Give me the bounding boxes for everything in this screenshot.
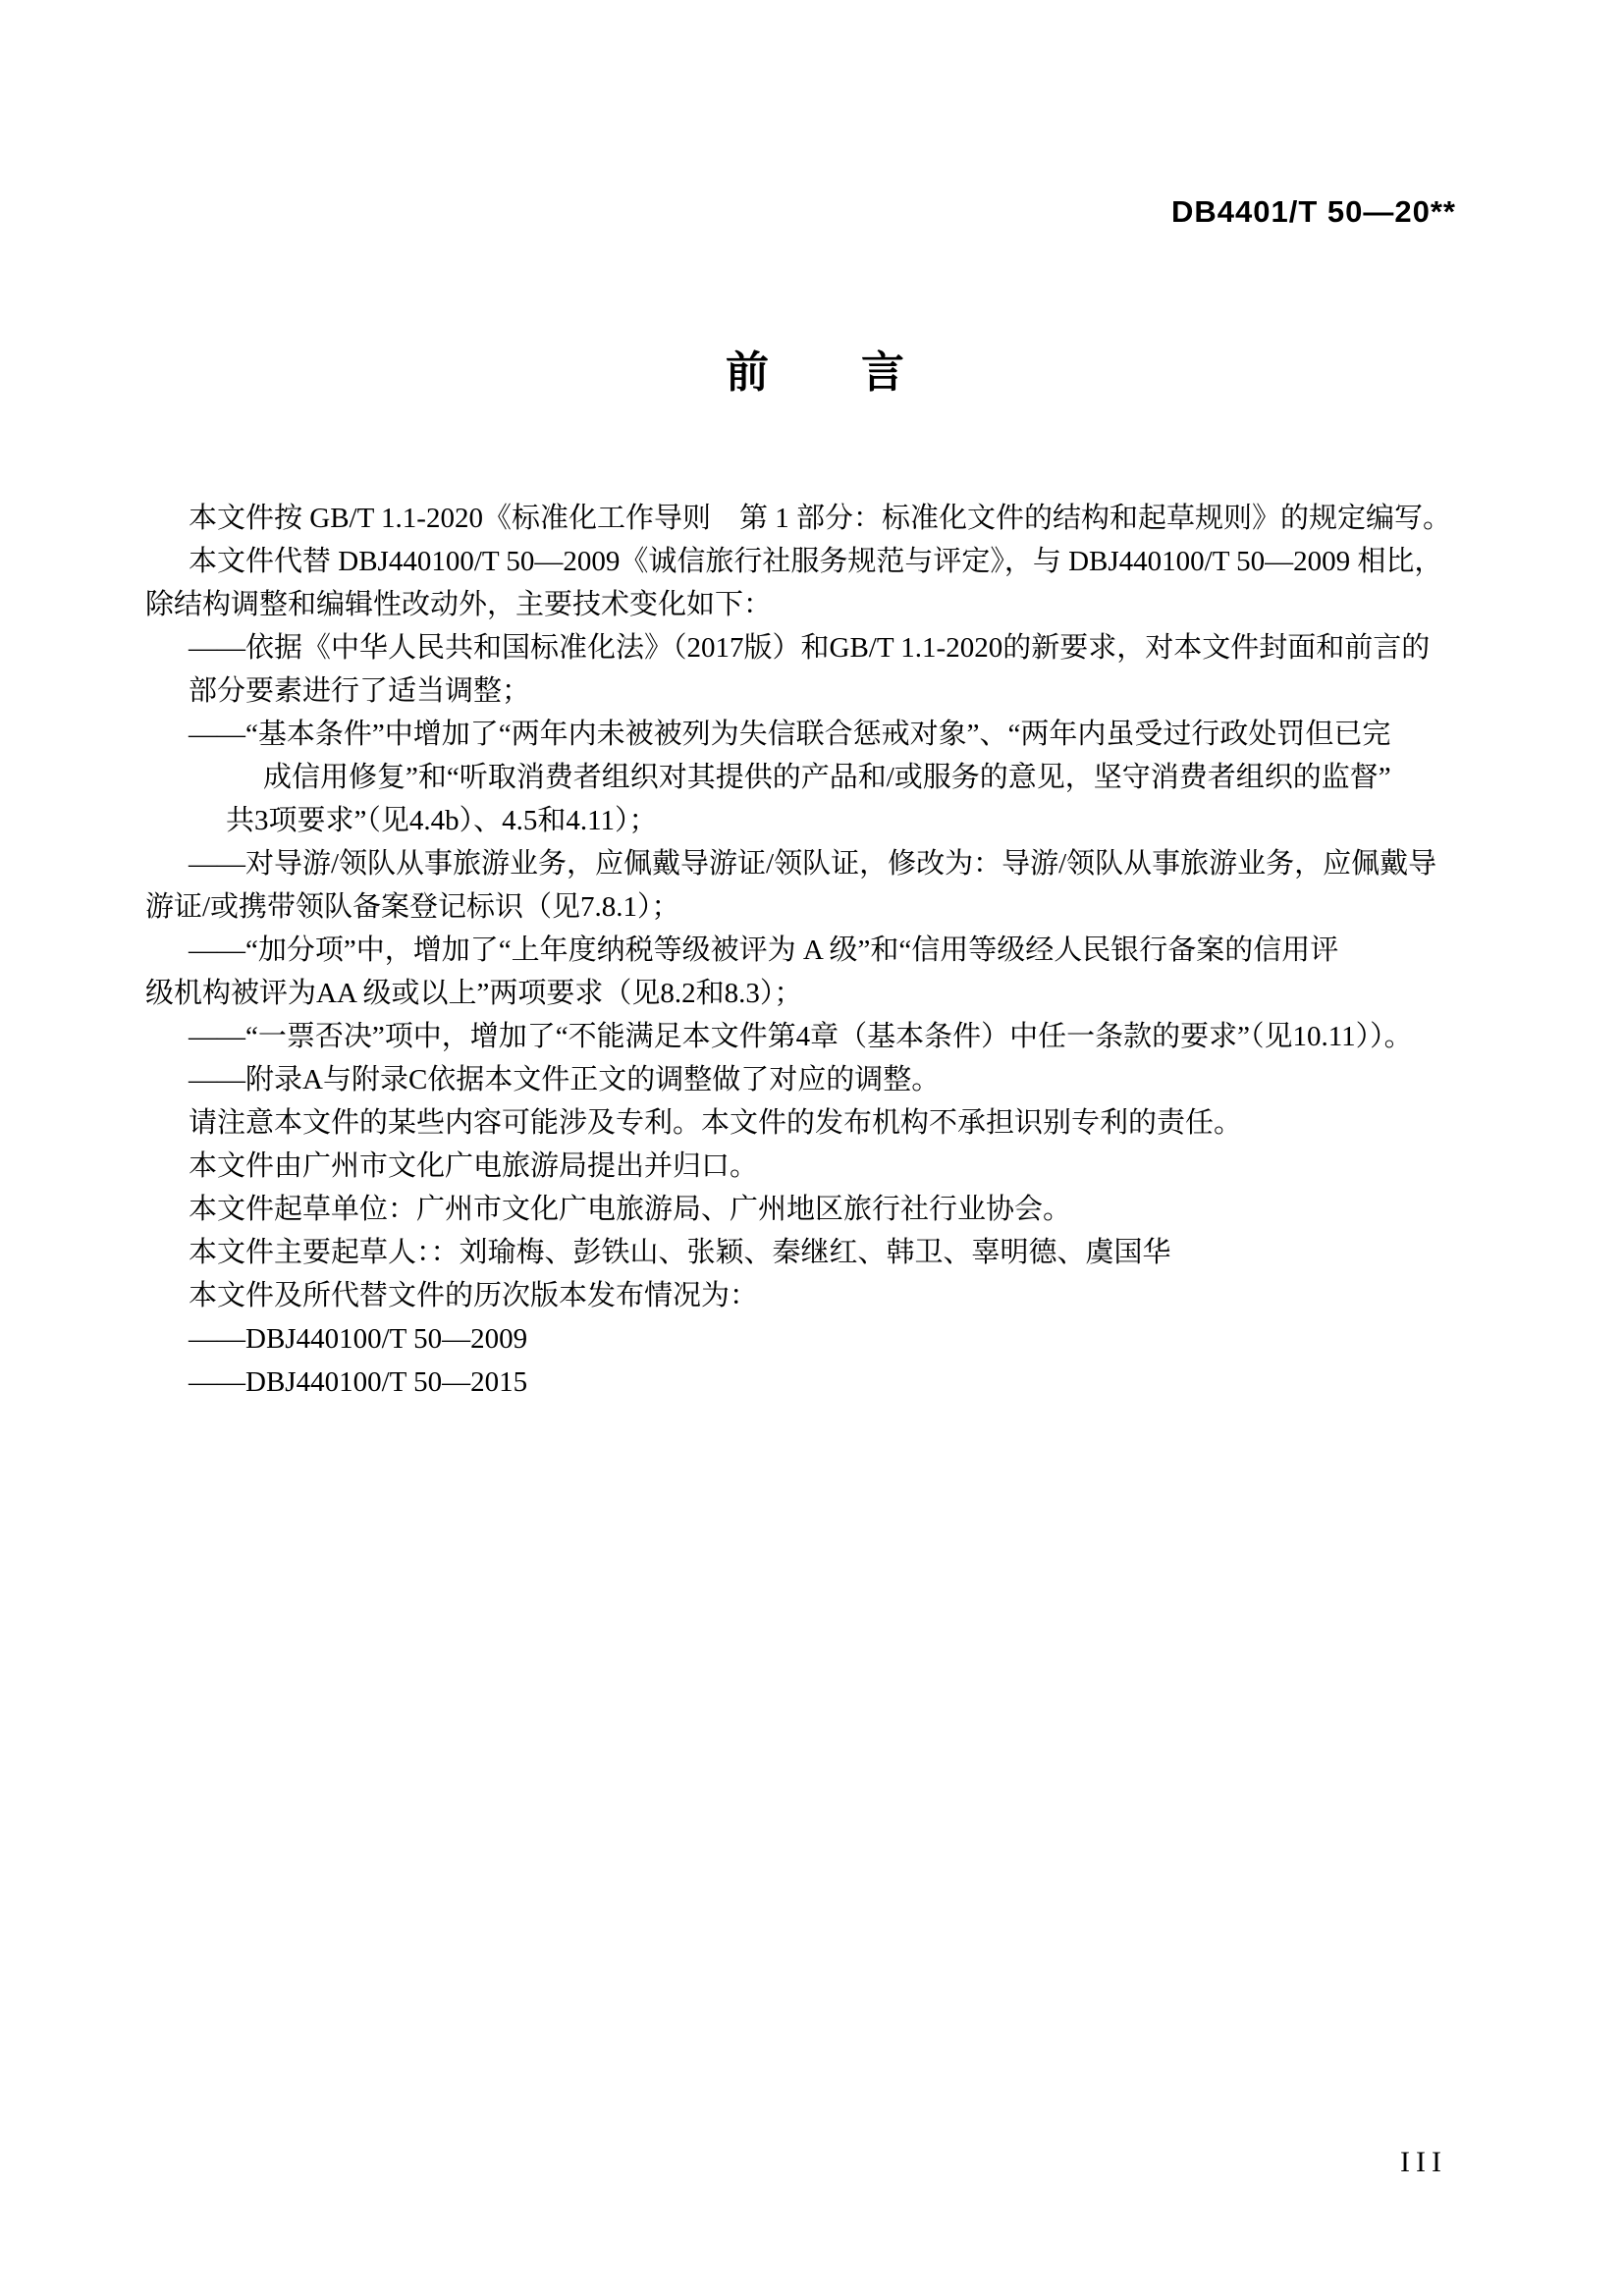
body-line: ——DBJ440100/T 50—2015	[189, 1366, 528, 1398]
body-line: 成信用修复”和“听取消费者组织对其提供的产品和/或服务的意见，坚守消费者组织的监督”	[263, 762, 1391, 793]
page-number: III	[1400, 2146, 1447, 2178]
body-line: ——“加分项”中，增加了“上年度纳税等级被评为 A 级”和“信用等级经人民银行备案的信用评	[189, 934, 1339, 966]
body-line: ——“基本条件”中增加了“两年内未被被列为失信联合惩戒对象”、“两年内虽受过行政处罚但已完	[189, 719, 1391, 750]
standard-number: DB4401/T 50—20**	[1171, 194, 1456, 229]
body-line: 部分要素进行了适当调整；	[189, 675, 531, 707]
body-line: 游证/或携带领队备案登记标识（见7.8.1）；	[145, 891, 680, 923]
body-line: ——附录A与附录C依据本文件正文的调整做了对应的调整。	[189, 1064, 941, 1095]
body-line: 共3项要求”（见4.4b）、4.5和4.11）；	[226, 805, 658, 836]
body-line: 本文件及所代替文件的历次版本发布情况为：	[189, 1280, 759, 1311]
body-line: 本文件起草单位：广州市文化广电旅游局、广州地区旅行社行业协会。	[189, 1194, 1072, 1225]
body-line: 本文件主要起草人：：刘瑜梅、彭铁山、张颖、秦继红、韩卫、辜明德、虞国华	[189, 1237, 1171, 1268]
body-line: 请注意本文件的某些内容可能涉及专利。本文件的发布机构不承担识别专利的责任。	[189, 1107, 1243, 1139]
page-title: 前 言	[726, 348, 906, 397]
body-line: ——“一票否决”项中，增加了“不能满足本文件第4章（基本条件）中任一条款的要求”（见10.11））。	[189, 1021, 1413, 1052]
body-line: 除结构调整和编辑性改动外，主要技术变化如下：	[145, 589, 773, 620]
body-line: 本文件由广州市文化广电旅游局提出并归口。	[189, 1150, 759, 1182]
body-line: 本文件按 GB/T 1.1-2020《标准化工作导则 第 1 部分：标准化文件的结构和起草规则》的规定编写。	[189, 503, 1451, 534]
body-line: 级机构被评为AA 级或以上”两项要求（见8.2和8.3）；	[145, 978, 803, 1009]
body-line: 本文件代替 DBJ440100/T 50—2009《诚信旅行社服务规范与评定》，与 DBJ440100/T 50—2009 相比，	[189, 546, 1443, 577]
body-line: ——DBJ440100/T 50—2009	[189, 1323, 528, 1355]
body-line: ——对导游/领队从事旅游业务，应佩戴导游证/领队证，修改为：导游/领队从事旅游业务，应佩戴导	[189, 848, 1437, 880]
foreword-body	[145, 497, 1492, 1404]
body-line: ——依据《中华人民共和国标准化法》（2017版）和GB/T 1.1-2020的新要求，对本文件封面和前言的	[189, 632, 1431, 664]
